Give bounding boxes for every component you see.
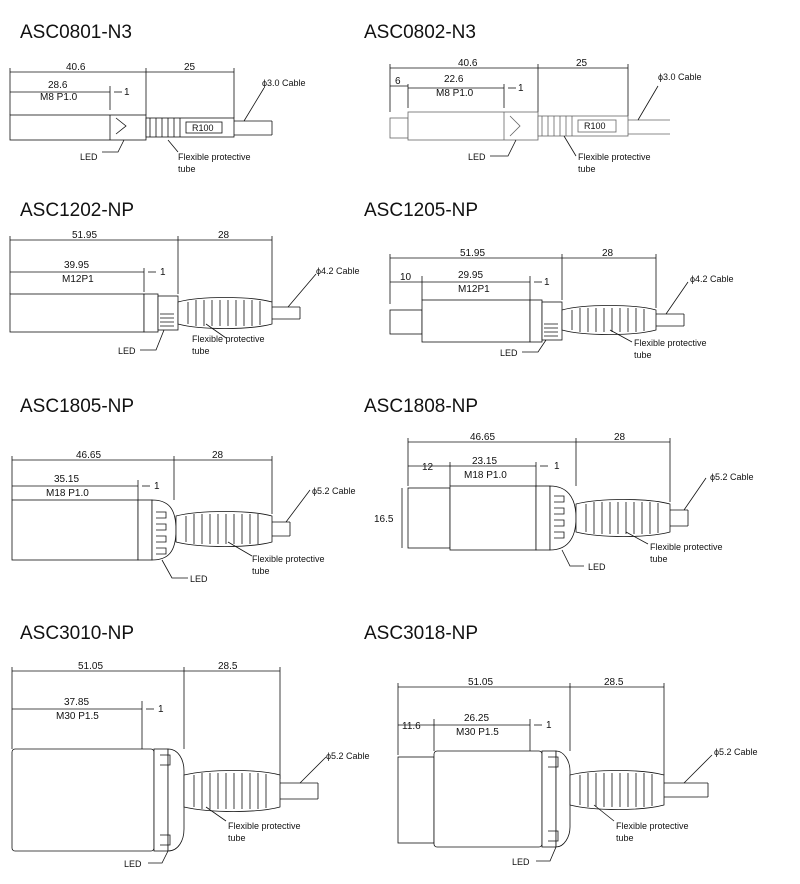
tube-length-label: 28 [602, 248, 614, 259]
tube-label-line-2: tube [616, 833, 634, 843]
drawing-asc0802-n3 [364, 0, 800, 190]
tube-marking: R100 [584, 121, 606, 131]
drawing-asc1805-np [0, 390, 380, 600]
tube-label-line-1: Flexible protective [178, 152, 251, 162]
overall-length-label: 40.6 [458, 58, 478, 69]
front-length-label: 12 [422, 462, 434, 473]
cable-label: ϕ3.0 Cable [262, 78, 306, 88]
thread-spec-label: M8 P1.0 [40, 92, 78, 103]
gap-label: 1 [154, 481, 160, 492]
cable-label: ϕ5.2 Cable [326, 751, 370, 761]
thread-spec-label: M18 P1.0 [464, 470, 507, 481]
cable-label: ϕ4.2 Cable [316, 266, 360, 276]
dimension-drawing [380, 615, 800, 884]
gap-label: 1 [554, 461, 560, 472]
dimension-drawing [374, 390, 800, 600]
tube-label-line-1: Flexible protective [252, 554, 325, 564]
model-title: ASC1205-NP [364, 200, 479, 221]
dimension-drawing [380, 190, 800, 380]
model-title: ASC3018-NP [364, 623, 479, 644]
model-title: ASC1805-NP [20, 396, 135, 417]
tube-length-label: 28.5 [218, 661, 238, 672]
gap-label: 1 [158, 704, 164, 715]
overall-length-label: 40.6 [66, 62, 86, 73]
thread-length-label: 26.25 [464, 713, 490, 724]
tube-marking: R100 [192, 123, 214, 133]
dimension-drawing [0, 390, 380, 600]
tube-length-label: 25 [576, 58, 588, 69]
front-length-label: 10 [400, 272, 412, 283]
thread-length-label: 29.95 [458, 270, 484, 281]
drawing-asc3018-np [364, 615, 800, 884]
thread-spec-label: M18 P1.0 [46, 488, 89, 499]
tube-label-line-2: tube [650, 554, 668, 564]
tube-length-label: 28 [614, 432, 626, 443]
drawing-asc1202-np [0, 190, 380, 380]
gap-label: 1 [544, 277, 550, 288]
drawing-asc3010-np [0, 615, 380, 884]
cable-label: ϕ5.2 Cable [714, 747, 758, 757]
overall-length-label: 51.05 [468, 677, 494, 688]
drawing-asc1808-np [364, 390, 800, 600]
dimension-drawing [0, 0, 380, 190]
tube-label-line-2: tube [228, 833, 246, 843]
dimension-drawing [0, 615, 380, 884]
model-title: ASC1202-NP [20, 200, 135, 221]
front-length-label: 6 [395, 76, 401, 87]
cable-label: ϕ5.2 Cable [312, 486, 356, 496]
thread-spec-label: M12P1 [458, 284, 490, 295]
tube-label-line-1: Flexible protective [616, 821, 689, 831]
overall-length-label: 51.95 [72, 230, 98, 241]
led-label: LED [500, 348, 518, 358]
gap-label: 1 [160, 267, 166, 278]
led-label: LED [80, 152, 98, 162]
cable-label: ϕ5.2 Cable [710, 472, 754, 482]
drawing-asc0801-n3 [0, 0, 380, 190]
tube-label-line-2: tube [578, 164, 596, 174]
overall-length-label: 46.65 [76, 450, 102, 461]
led-label: LED [190, 574, 208, 584]
cable-label: ϕ4.2 Cable [690, 274, 734, 284]
thread-spec-label: M30 P1.5 [56, 711, 99, 722]
thread-length-label: 23.15 [472, 456, 498, 467]
diameter-label: 16.5 [374, 514, 394, 525]
thread-length-label: 28.6 [48, 80, 68, 91]
tube-length-label: 28 [212, 450, 224, 461]
thread-length-label: 39.95 [64, 260, 90, 271]
model-title: ASC0801-N3 [20, 22, 132, 43]
tube-label-line-1: Flexible protective [578, 152, 651, 162]
led-label: LED [118, 346, 136, 356]
tube-label-line-1: Flexible protective [192, 334, 265, 344]
thread-spec-label: M12P1 [62, 274, 94, 285]
gap-label: 1 [546, 720, 552, 731]
tube-label-line-1: Flexible protective [650, 542, 723, 552]
led-label: LED [124, 859, 142, 869]
thread-spec-label: M8 P1.0 [436, 88, 474, 99]
thread-spec-label: M30 P1.5 [456, 727, 499, 738]
dimension-drawing [380, 0, 800, 190]
overall-length-label: 51.95 [460, 248, 486, 259]
tube-label-line-1: Flexible protective [228, 821, 301, 831]
tube-label-line-2: tube [252, 566, 270, 576]
led-label: LED [512, 857, 530, 867]
front-length-label: 11.6 [402, 721, 421, 732]
model-title: ASC3010-NP [20, 623, 135, 644]
tube-length-label: 28.5 [604, 677, 624, 688]
overall-length-label: 46.65 [470, 432, 496, 443]
gap-label: 1 [518, 83, 524, 94]
tube-length-label: 28 [218, 230, 230, 241]
tube-label-line-1: Flexible protective [634, 338, 707, 348]
overall-length-label: 51.05 [78, 661, 104, 672]
tube-label-line-2: tube [634, 350, 652, 360]
drawing-asc1205-np [364, 190, 800, 380]
led-label: LED [468, 152, 486, 162]
model-title: ASC1808-NP [364, 396, 479, 417]
led-label: LED [588, 562, 606, 572]
tube-length-label: 25 [184, 62, 196, 73]
thread-length-label: 22.6 [444, 74, 464, 85]
tube-label-line-2: tube [178, 164, 196, 174]
tube-label-line-2: tube [192, 346, 210, 356]
model-title: ASC0802-N3 [364, 22, 476, 43]
thread-length-label: 35.15 [54, 474, 80, 485]
thread-length-label: 37.85 [64, 697, 90, 708]
dimension-drawing [0, 190, 380, 380]
gap-label: 1 [124, 87, 130, 98]
cable-label: ϕ3.0 Cable [658, 72, 702, 82]
